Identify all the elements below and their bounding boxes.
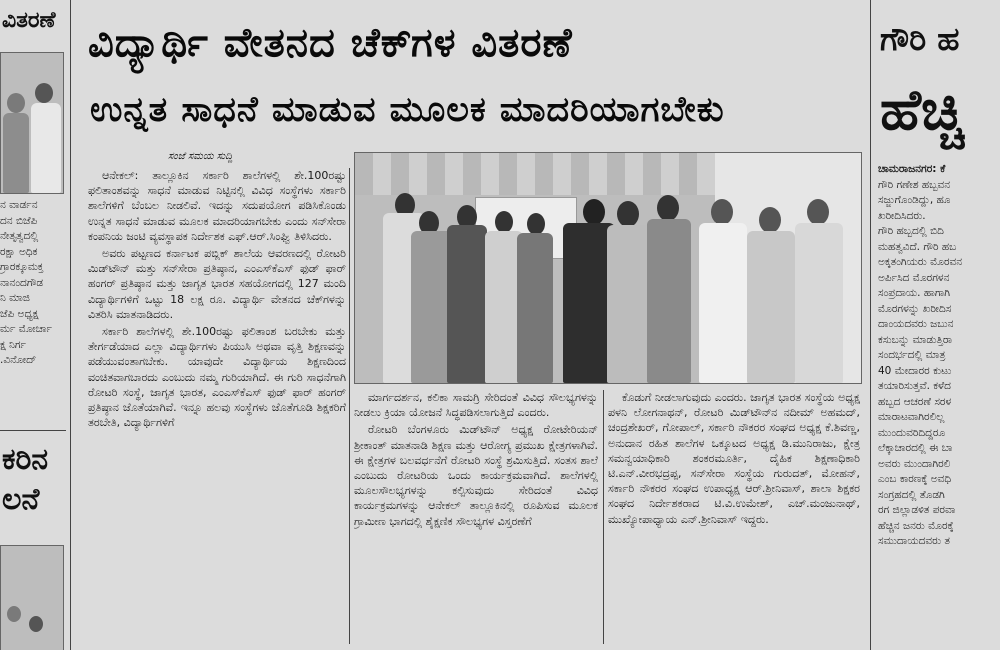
article-column-1 [88,168,346,644]
paragraph: ಕೊಡುಗೆ ನೀಡಲಾಗುವುದು ಎಂದರು. ಜಾಗೃತ ಭಾರತ ಸಂಸ್ಥೆಯ ಅಧ್ಯಕ್ಷ ಪಳನಿ ಲೋಗನಾಥನ್, ರೋಟರಿ ಮಿಡ್‍ಟೌನ್‍ನ ನದೀಮ್ ಅಹಮದ್, ಚಂದ್ರಶೇಖರ್, ಗೋಪಾಲ್, ಸರ್ಕಾರಿ ನೌಕರರ ಸಂಘದ ಅಧ್ಯಕ್ಷ ಕೆ.ಶಿವಣ್ಣ, ಅನುದಾನ ರಹಿತ ಶಾಲೆಗಳ ಒಕ್ಕೂಟದ ಅಧ್ಯಕ್ಷ ಡಿ.ಮುನಿರಾಜು, ಕ್ಷೇತ್ರ ಸಮನ್ವಯಾಧಿಕಾರಿ ಶಂಕರಮೂರ್ತಿ, ದೈಹಿಕ ಶಿಕ್ಷಣಾಧಿಕಾರಿ ಟಿ.ಎನ್.ವೀರಭದ್ರಪ್ಪ, ಸನ್‍ಸೇರಾ ಸಂಸ್ಥೆಯ ಗುರುದತ್, ಮೋಹನ್, ಸರ್ಕಾರಿ ನೌಕರರ ಸಂಘದ ಉಪಾಧ್ಯಕ್ಷ ಆರ್.ಶ್ರೀನಿವಾಸ್, ಶಾಲಾ ಶಿಕ್ಷಕರ ಸಂಘದ ನಿರ್ದೇಶಕರಾದ ಟಿ.ವಿ.ಉಮೇಶ್, ಎಚ್.ಮಂಜುನಾಥ್, ಮುಖ್ಯೋಪಾಧ್ಯಾಯ ಎನ್.ಶ್ರೀನಿವಾಸ್ ಇದ್ದರು. [608,391,860,526]
right-text-block: ಚಾಮರಾಜನಗರ: ಕೆ ಗೌರಿ ಗಣೇಶ ಹಬ್ಬವನ ಸಜ್ಜುಗೊಂಡಿದ್ದು, ಹೂ ಖರೀದಿಸಿದರು. ಗೌರಿ ಹಬ್ಬದಲ್ಲಿ ಬಿದಿ ಮಹತ್ವವಿದೆ. ಗೌರಿ ಹಬ ಅಕ್ಕತಂಗಿಯರು ಮೊರವನ ಅರ್ಪಿಸಿದ ಮೊರಗಳನ ಸಂಪ್ರದಾಯ. ಹಾಗಾಗಿ ಮೊರಗಳನ್ನು ಖರೀದಿಸ ದಾಂಯದವರು ಜಬುನ ಕಸುಬನ್ನು ಮಾಡುತ್ತಿರಾ ಸಂದರ್ಭದಲ್ಲಿ ಮಾತ್ರ 40 ಮೇದಾರರ ಕುಟು ತಯಾರಿಸುತ್ತವೆ. ಕಳೆದ ಹಬ್ಬದ ಆಚರಣೆ ಸರಳ ಮಾರಾಟವಾಗಿರಲಿಲ್ಲ ಮುಂದುವರಿದಿದ್ದರೂ ಲೆಕ್ಕಾಚಾರದಲ್ಲಿ ಈ ಬಾ ಅವರು ಮುಂದಾಗಿರಲಿ ಎಂಬ ಕಾರಣಕ್ಕೆ ಅವಧಿ ಸಂಗ್ರಹದಲ್ಲಿ ತೊಡಗಿ ರಗ ಜಿಲ್ಲಾಡಳಿತ ಪರವಾ ಹೆಚ್ಚಿನ ಜನರು ಮೊರಕ್ಕೆ ಸಮುದಾಯದವರು ತ [878,162,1000,550]
left-text-block: ನ ವಾರ್ಡನ ದನ ಬಿಜೆಪಿ ನೇತೃತ್ವದಲ್ಲಿ ರಕ್ಷಾ ಅಧಿಕ ಗ್ರಾರಕ್ಕೂಮಕ್ತ ನಾನಂದಗೌಡ ನಿ ಮಾಜಿ ಜೆಪಿ ಅಧ್ಯಕ್ಷ ರ್ಮ ಮೋರ್ಚಾ ಕ್ಷ ನಿರ್ಗ .ವಿನೋದ್ [0,199,52,366]
left-photo [0,52,64,194]
left-photo-2 [0,545,64,650]
paragraph: ಸರ್ಕಾರಿ ಶಾಲೆಗಳಲ್ಲಿ ಶೇ.100ರಷ್ಟು ಫಲಿತಾಂಶ ಬರಬೇಕು ಮತ್ತು ತೇರ್ಗಡೆಯಾದ ಎಲ್ಲಾ ವಿದ್ಯಾರ್ಥಿಗಳು ಪಿಯುಸಿ ಅಥವಾ ವೃತ್ತಿ ಶಿಕ್ಷಣವನ್ನು ಪಡೆಯುವಂತಾಗಬೇಕು. ಯಾವುದೇ ವಿದ್ಯಾರ್ಥಿಯ ಶಿಕ್ಷಣದಿಂದ ವಂಚಿತವಾಗಬಾರದು ಎಂಬುದು ನಮ್ಮ ಗುರಿಯಾಗಿದೆ. ಈ ಗುರಿ ಸಾಧನೆಗಾಗಿ ರೋಟರಿ ಸಂಸ್ಥೆ, ಜಾಗೃತ ಭಾರತ, ಎಂಎಸ್‍ಕೆಎಸ್ ಫುಡ್ ಫಾರ್ ಹಂಗರ್ ಪ್ರತಿಷ್ಠಾನ ಜೊತೆಯಾಗಿವೆ. ಇನ್ನೂ ಹಲವು ಸಂಸ್ಥೆಗಳು ಜೊತೆಗೂಡಿ ಶಿಕ್ಷಕರಿಗೆ ತರಬೇತಿ, ವಿದ್ಯಾರ್ಥಿಗಳಿಗೆ [88,325,346,430]
article-photo [354,152,862,384]
right-neighbour-article [874,0,1000,650]
left-neighbour-article [0,0,66,650]
right-headline-line-1: ಗೌರಿ ಹ [880,20,960,58]
article-column-3 [608,390,860,644]
paragraph: ಅವರು ಪಟ್ಟಣದ ಕರ್ನಾಟಕ ಪಬ್ಲಿಕ್ ಶಾಲೆಯ ಆವರಣದಲ್ಲಿ ರೋಟರಿ ಮಿಡ್‍ಟೌನ್ ಮತ್ತು ಸನ್‍ಸೇರಾ ಪ್ರತಿಷ್ಠಾನ, ಎಂಎಸ್‍ಕೆಎಸ್ ಫುಡ್ ಫಾರ್ ಹಂಗರ್ ಪ್ರತಿಷ್ಠಾನ ಮತ್ತು ಜಾಗೃತ ಭಾರತ ಸಹಯೋಗದಲ್ಲಿ 127 ಮಂದಿ ವಿದ್ಯಾರ್ಥಿಗಳಿಗೆ ಒಟ್ಟು 18 ಲಕ್ಷ ರೂ. ವಿದ್ಯಾರ್ಥಿ ವೇತನದ ಚೆಕ್‍ಗಳನ್ನು ವಿತರಿಸಿ ಮಾತನಾಡಿದರು. [88,247,346,321]
paragraph: ಮಾರ್ಗದರ್ಶನ, ಕಲಿಕಾ ಸಾಮಗ್ರಿ ಸೇರಿದಂತೆ ವಿವಿಧ ಸೌಲಭ್ಯಗಳನ್ನು ನೀಡಲು ಕ್ರಿಯಾ ಯೋಜನೆ ಸಿದ್ಧಪಡಿಸಲಾಗುತ್ತಿದೆ ಎಂದರು. [354,391,598,420]
article-column-2 [354,390,598,644]
right-headline-line-2: ಹೆಚ್ಚಿ [880,78,965,143]
left-top-heading: ವಿತರಣೆ [2,8,56,33]
paragraph: ರೋಟರಿ ಬೆಂಗಳೂರು ಮಿಡ್‍ಟೌನ್ ಅಧ್ಯಕ್ಷ ರೋಟೇರಿಯನ್ ಶ್ರೀಕಾಂತ್ ಮಾತನಾಡಿ ಶಿಕ್ಷಣ ಮತ್ತು ಆರೋಗ್ಯ ಪ್ರಮುಖ ಕ್ಷೇತ್ರಗಳಾಗಿವೆ. ಈ ಕ್ಷೇತ್ರಗಳ ಬಲವರ್ಧನೆಗೆ ರೋಟರಿ ಸಂಸ್ಥೆ ಶ್ರಮಿಸುತ್ತಿದೆ. ಸಂತಸ ಶಾಲೆ ಎಂಬುದು ರೋಟರಿಯ ಒಂದು ಕಾರ್ಯಕ್ರಮವಾಗಿದೆ. ಶಾಲೆಗಳಲ್ಲಿ ಮೂಲಸೌಲಭ್ಯಗಳನ್ನು ಕಲ್ಪಿಸುವುದು ಸೇರಿದಂತೆ ವಿವಿಧ ಕಾರ್ಯಕ್ರಮಗಳನ್ನು ಆನೇಕಲ್ ತಾಲ್ಲೂಕಿನಲ್ಲಿ ರೂಪಿಸುವ ಮೂಲಕ ಗ್ರಾಮೀಣ ಭಾಗದಲ್ಲಿ ಶೈಕ್ಷಣಿಕ ಸೌಲಭ್ಯಗಳ ವಿಸ್ತರಣೆಗೆ [354,423,598,528]
article-subheadline: ಉನ್ನತ ಸಾಧನೆ ಮಾಡುವ ಮೂಲಕ ಮಾದರಿಯಾಗಬೇಕು [90,90,725,130]
right-dateline: ಚಾಮರಾಜನಗರ: ಕೆ [878,163,946,175]
article-headline: ವಿದ್ಯಾರ್ಥಿ ವೇತನದ ಚೆಕ್‍ಗಳ ವಿತರಣೆ [88,20,573,66]
main-article [78,0,868,650]
left-second-heading: ಕರಿನ ಲನೆ [2,442,49,517]
paragraph: ಆನೇಕಲ್: ತಾಲ್ಲೂಕಿನ ಸರ್ಕಾರಿ ಶಾಲೆಗಳಲ್ಲಿ ಶೇ.100ರಷ್ಟು ಫಲಿತಾಂಶವನ್ನು ಸಾಧನೆ ಮಾಡುವ ನಿಟ್ಟಿನಲ್ಲಿ ವಿವಿಧ ಸಂಸ್ಥೆಗಳು ಸರ್ಕಾರಿ ಶಾಲೆಗಳಿಗೆ ಬೆಂಬಲ ನೀಡಲಿವೆ. ಇದನ್ನು ಸದುಪಯೋಗ ಪಡಿಸಿಕೊಂಡು ಉನ್ನತ ಸಾಧನೆ ಮಾಡುವ ಮೂಲಕ ಮಾದರಿಯಾಗಬೇಕು ಎಂದು ಸನ್‍ಸೇರಾ ಕಂಪನಿಯ ಜಂಟಿ ವ್ಯವಸ್ಥಾಪಕ ನಿರ್ದೇಶಕ ಎಫ್.ಆರ್.ಸಿಂಘ್ವಿ ತಿಳಿಸಿದರು. [88,169,346,243]
byline: ಸಂಜೆ ಸಮಯ ಸುದ್ದಿ [168,151,233,162]
